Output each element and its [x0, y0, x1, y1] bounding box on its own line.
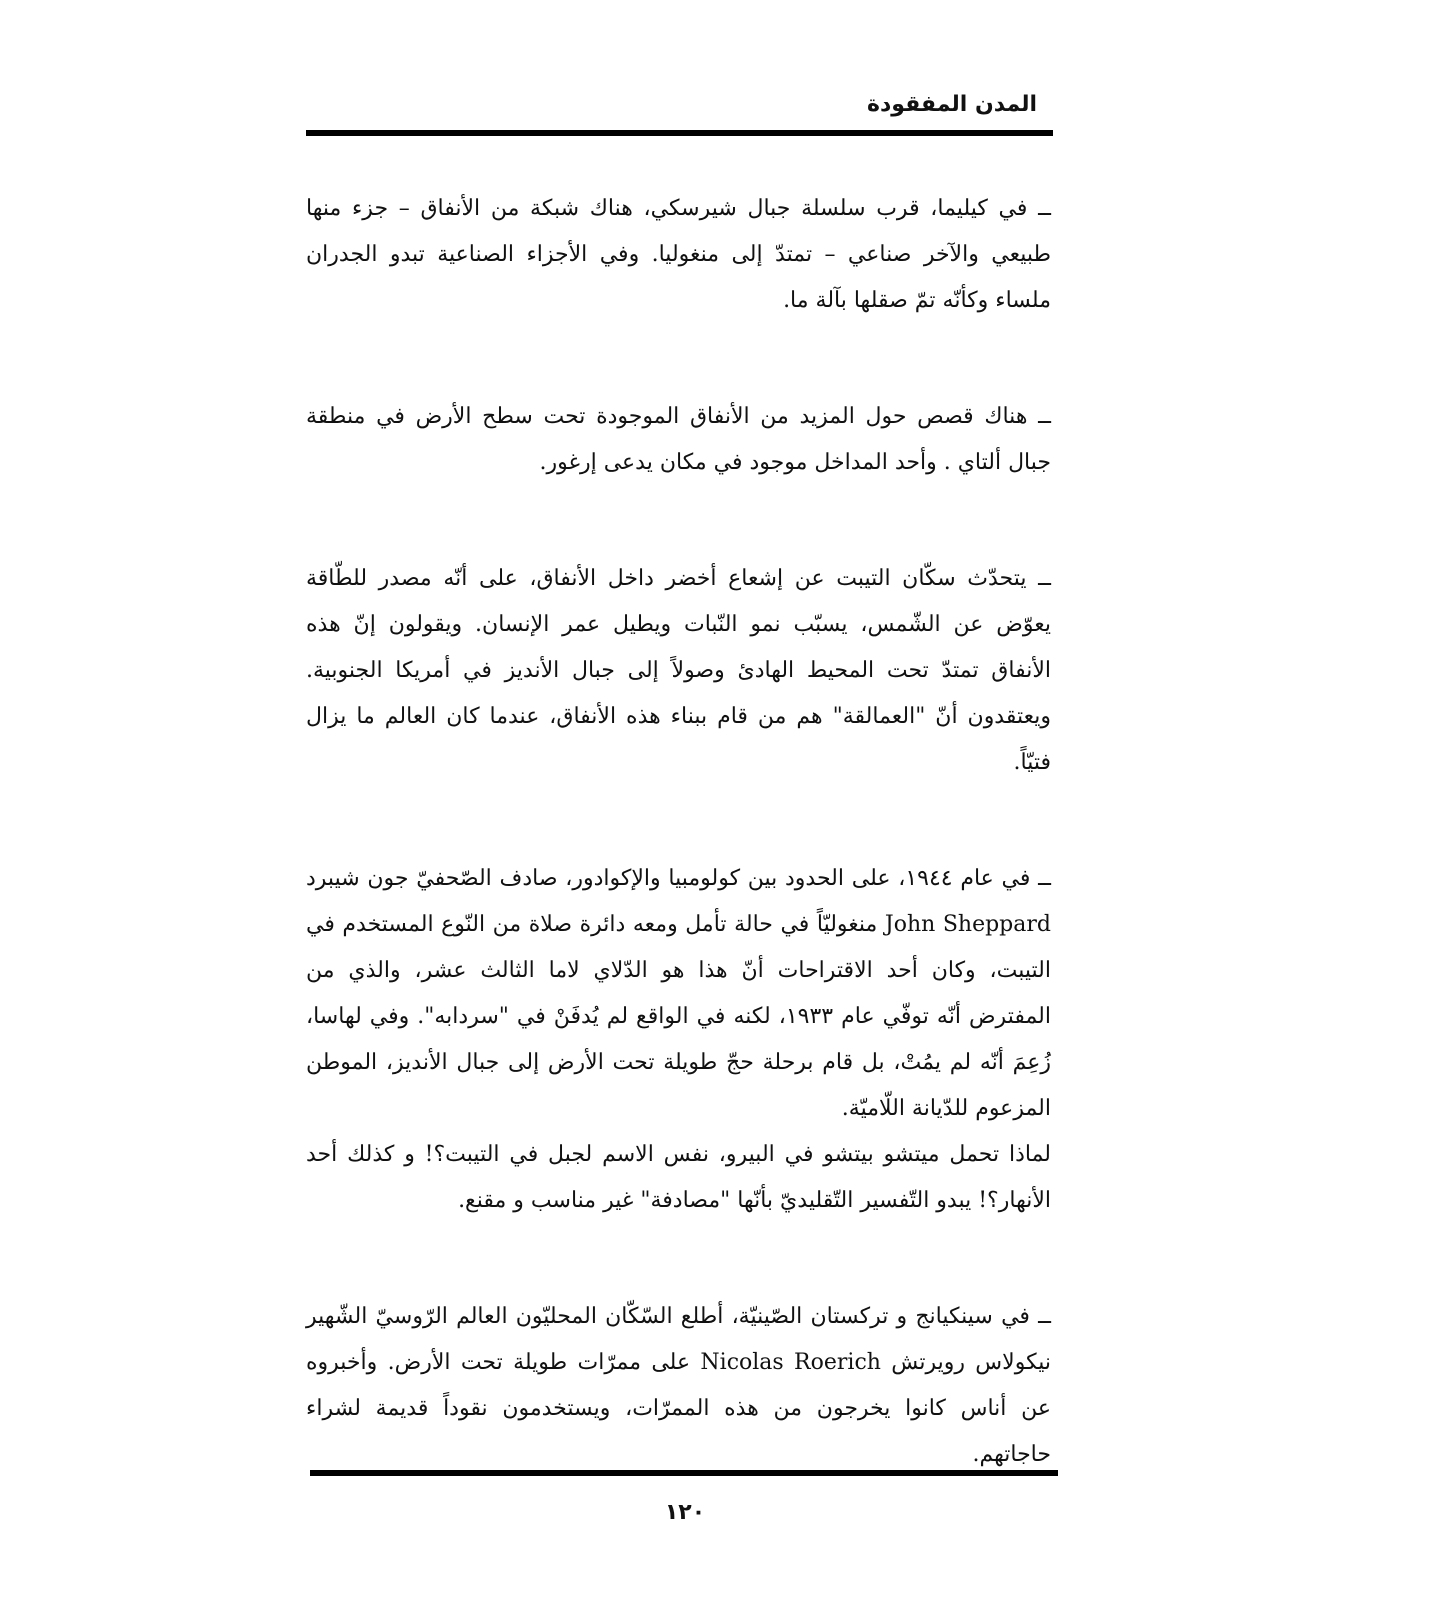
body-text — [306, 186, 1051, 1478]
paragraph-machu-picchu-question: لماذا تحمل ميتشو بيتشو في البيرو، نفس الاسم لجبل في التيبت؟! و كذلك أحد الأنهار؟! يبدو التّفسير التّقليديّ بأنّها "مصادفة" غير مناسب و مقنع. — [306, 1142, 1051, 1213]
paragraph-john-sheppard: ــ في عام ١٩٤٤، على الحدود بين كولومبيا والإكوادور، صادف الصّحفيّ جون شيبرد John Sheppard منغوليّاً في حالة تأمل ومعه دائرة صلاة من النّوع المستخدم في التيبت، وكان أحد الاقتراحات أنّ هذا هو الدّلاي لاما الثالث عشر، والذي من المفترض أنّه توفّي عام ١٩٣٣، لكنه في الواقع لم يُدفَنْ في "سردابه". وفي لهاسا، زُعِمَ أنّه لم يمُتْ، بل قام برحلة حجّ طويلة تحت الأرض إلى جبال الأنديز، الموطن المزعوم للدّيانة اللّاميّة. — [306, 866, 1051, 1121]
paragraph-tibet-green-radiation: ــ يتحدّث سكّان التيبت عن إشعاع أخضر داخل الأنفاق، على أنّه مصدر للطّاقة يعوّض عن الشّمس، يسبّب نمو النّبات ويطيل عمر الإنسان. ويقولون إنّ هذه الأنفاق تمتدّ تحت المحيط الهادئ وصولاً إلى جبال الأنديز في أمريكا الجنوبية. ويعتقدون أنّ "العمالقة" هم من قام ببناء هذه الأنفاق، عندما كان العالم ما يزال فتيّاً. — [306, 566, 1051, 775]
header-rule — [306, 130, 1053, 136]
running-header: المدن المفقودة — [867, 92, 1037, 117]
page-number: ١٢٠ — [664, 1500, 706, 1525]
paragraph-nicolas-roerich: ــ في سينكيانج و تركستان الصّينيّة، أطلع السّكّان المحليّون العالم الرّوسيّ الشّهير نيكولاس رويرتش Nicolas Roerich على ممرّات طويلة تحت الأرض. وأخبروه عن أناس كانوا يخرجون من هذه الممرّات، ويستخدمون نقوداً قديمة لشراء حاجاتهم. — [306, 1304, 1051, 1467]
paragraph-altai-tunnels: ــ هناك قصص حول المزيد من الأنفاق الموجودة تحت سطح الأرض في منطقة جبال ألتاي . وأحد المداخل موجود في مكان يدعى إرغور. — [306, 404, 1051, 475]
paragraph-kilima-tunnels: ــ في كيليما، قرب سلسلة جبال شيرسكي، هناك شبكة من الأنفاق – جزء منها طبيعي والآخر صناعي – تمتدّ إلى منغوليا. وفي الأجزاء الصناعية تبدو الجدران ملساء وكأنّه تمّ صقلها بآلة ما. — [306, 196, 1051, 313]
footer-rule — [310, 1470, 1058, 1476]
